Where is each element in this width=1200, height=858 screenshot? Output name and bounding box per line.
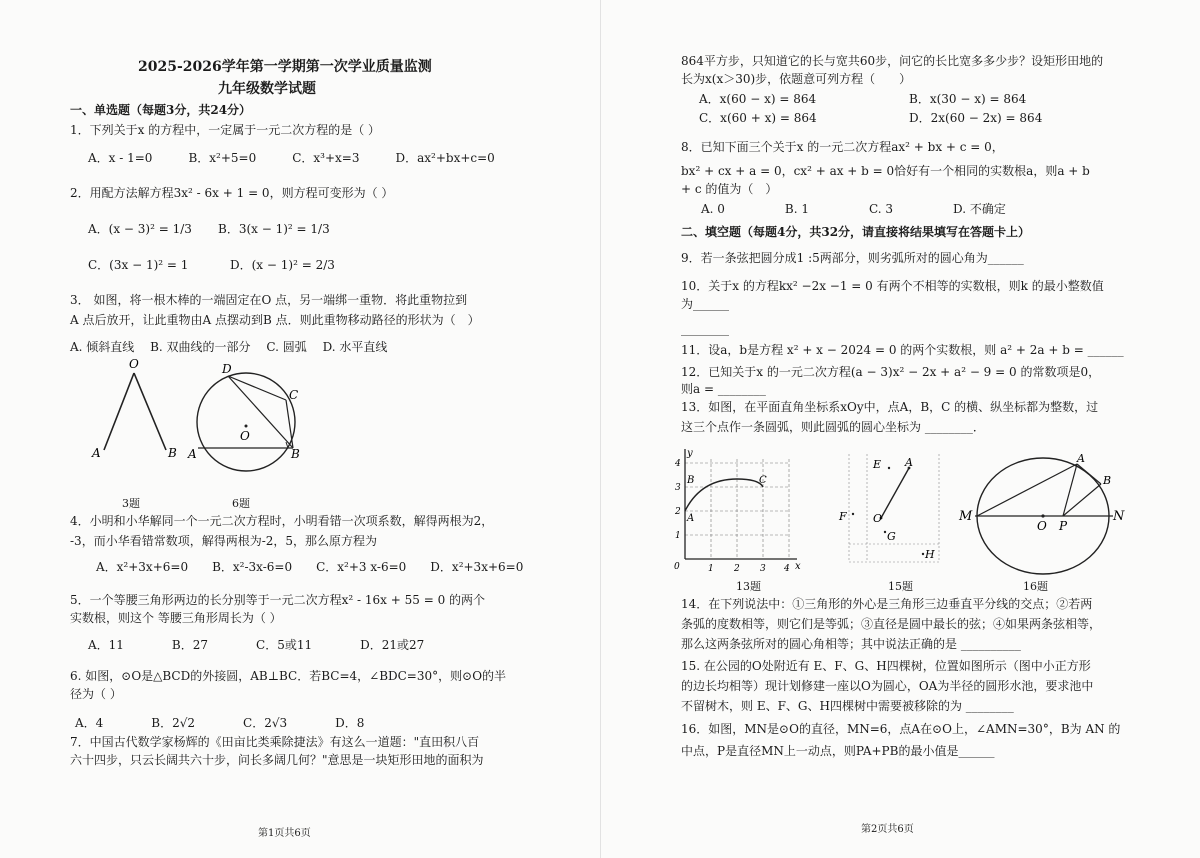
question-2-option-c: C．(3x − 1)² = 1 <box>88 258 189 272</box>
question-5-options: A．11 B．27 C．5或11 D．21或27 <box>88 638 425 652</box>
question-7-line-4: 长为x(x＞30)步，依题意可列方程（ ） <box>681 72 912 86</box>
figure-13-label-b: B <box>687 475 695 486</box>
question-14-line-2: 条弧的度数相等，则它们是等弧；③直径是圆中最长的弦；④如果两条弦相等， <box>681 617 1102 631</box>
figure-15-label-g: G <box>887 530 896 543</box>
page-2-footer: 第2页共6页 <box>861 824 914 835</box>
question-12-line-2: 则a = ________ <box>681 382 766 396</box>
figure-3-label-b: B <box>168 446 177 460</box>
question-10-line-1: 10．关于x 的方程kx² −2x −1 = 0 有两个不相等的实数根，则k 的最小整数值 <box>681 279 1104 293</box>
page-2 <box>600 0 1200 858</box>
figure-16-label-p: P <box>1059 519 1068 533</box>
figure-13-xtick-1: 1 <box>708 564 714 574</box>
figure-15-caption: 15题 <box>888 580 913 593</box>
figure-16-label-m: M <box>959 509 973 524</box>
question-15-line-3: 不留树木，则 E、F、G、H四棵树中需要被移除的为 ________ <box>681 699 1014 713</box>
figure-15-label-f: F <box>839 510 847 523</box>
question-8-line-1: 8．已知下面三个关于x 的一元二次方程ax² + bx + c = 0， <box>681 140 1004 154</box>
question-8-options: A. 0 B. 1 C. 3 D. 不确定 <box>701 202 1006 216</box>
figure-3-label-o: O <box>129 357 139 371</box>
figure-13-axis-x: x <box>795 561 801 572</box>
question-9: 9．若一条弦把圆分成1 :5两部分，则劣弧所对的圆心角为______ <box>681 251 1024 265</box>
question-7-option-d: D．2x(60 − 2x) = 864 <box>909 111 1043 125</box>
question-8-line-2: bx² + cx + a = 0，cx² + ax + b = 0恰好有一个相同的实数根a，则a + b <box>681 164 1090 178</box>
question-16-line-1: 16．如图，MN是⊙O的直径，MN=6，点A在⊙O上，∠AMN=30°，B为 AN 的 <box>681 722 1121 736</box>
figure-13-caption: 13题 <box>736 580 761 593</box>
question-10-answer-line: ________ <box>681 322 729 336</box>
figure-15-label-e: E <box>873 458 882 471</box>
figure-16-label-b: B <box>1103 474 1112 487</box>
figure-13-xtick-3: 3 <box>760 564 766 574</box>
question-2-option-a: A．(x − 3)² = 1/3 <box>88 222 192 236</box>
question-1-options: A．x - 1=0 B．x²+5=0 C．x³+x=3 D．ax²+bx+c=0 <box>88 151 495 165</box>
figure-6-label-c: C <box>289 388 299 402</box>
figure-13-label-a: A <box>687 513 695 524</box>
figure-6-caption: 6题 <box>232 497 250 510</box>
question-7-line-3: 864平方步，只知道它的长与宽共60步，问它的长比宽多多少步？设矩形田地的 <box>681 54 1104 68</box>
figure-13-xtick-2: 2 <box>734 564 740 574</box>
question-1: 1．下列关于x 的方程中，一定属于一元二次方程的是（ ） <box>70 123 381 137</box>
figure-16-label-o: O <box>1037 519 1047 533</box>
question-4-line-1: 4．小明和小华解同一个一元二次方程时，小明看错一次项系数，解得两根为2， <box>70 514 494 528</box>
question-15-line-2: 的边长均相等）现计划修建一座以O为圆心，OA为半径的圆形水池，要求池中 <box>681 679 1094 693</box>
figure-13-axis-y: y <box>687 448 693 459</box>
figure-16-label-n: N <box>1113 509 1125 524</box>
section-1-heading: 一、单选题（每题3分，共24分） <box>70 103 252 117</box>
question-13-line-1: 13．如图，在平面直角坐标系xOy中，点A，B，C 的横、纵坐标都为整数，过 <box>681 400 1099 414</box>
figure-16-label-a: A <box>1077 452 1085 465</box>
figure-6-circle <box>190 360 310 470</box>
figure-13-ytick-1: 1 <box>675 531 681 541</box>
figure-13-grid <box>671 445 811 575</box>
figure-16-caption: 16题 <box>1023 580 1048 593</box>
figure-15-label-a: A <box>905 456 913 469</box>
question-4-line-2: -3，而小华看错常数项，解得两根为-2，5，那么原方程为 <box>70 534 378 548</box>
figure-3-label-a: A <box>92 446 101 460</box>
figure-6-label-b: B <box>291 447 300 461</box>
question-7-option-b: B．x(30 − x) = 864 <box>909 92 1027 106</box>
figure-13-origin: 0 <box>674 562 680 572</box>
question-3-options: A. 倾斜直线 B. 双曲线的一部分 C. 圆弧 D. 水平直线 <box>70 340 388 354</box>
question-2-option-b: B．3(x − 1)² = 1/3 <box>218 222 330 236</box>
figure-6-label-a: A <box>188 447 197 461</box>
question-7-option-a: A．x(60 − x) = 864 <box>699 92 817 106</box>
question-11: 11．设a，b是方程 x² + x − 2024 = 0 的两个实数根，则 a² + 2a + b = ______ <box>681 343 1124 357</box>
question-16-line-2: 中点，P是直径MN上一动点，则PA+PB的最小值是______ <box>681 744 995 758</box>
question-4-options: A．x²+3x+6=0 B．x²-3x-6=0 C．x²+3 x-6=0 D．x²+3x+6=0 <box>96 560 524 574</box>
figure-15-trees <box>829 450 949 570</box>
figure-3-caption: 3题 <box>122 497 140 510</box>
question-2-option-d: D．(x − 1)² = 2/3 <box>230 258 335 272</box>
question-14-line-3: 那么这两条弦所对的圆心角相等；其中说法正确的是 __________ <box>681 637 1021 651</box>
page-1-footer: 第1页共6页 <box>258 828 311 839</box>
question-8-line-3: + c 的值为（ ） <box>681 182 778 196</box>
section-2-heading: 二、填空题（每题4分，共32分，请直接将结果填写在答题卡上） <box>681 225 1031 239</box>
question-10-line-2: 为______ <box>681 297 730 311</box>
question-2: 2．用配方法解方程3x² - 6x + 1 = 0，则方程可变形为（ ） <box>70 186 394 200</box>
figure-13-ytick-4: 4 <box>675 459 681 469</box>
figure-15-label-o: O <box>873 512 883 525</box>
exam-title: 2025-2026学年第一学期第一次学业质量监测 <box>138 59 432 75</box>
figure-3-pendulum <box>90 355 190 465</box>
question-6-line-1: 6. 如图，⊙O是△BCD的外接圆，AB⊥BC．若BC=4，∠BDC=30°，则⊙O的半 <box>70 669 507 683</box>
figure-13-ytick-2: 2 <box>675 507 681 517</box>
question-7-line-2: 六十四步，只云长阔共六十步，问长多阔几何？"意思是一块矩形田地的面积为 <box>70 753 484 767</box>
question-14-line-1: 14．在下列说法中：①三角形的外心是三角形三边垂直平分线的交点；②若两 <box>681 597 1093 611</box>
figure-6-label-o: O <box>240 429 250 443</box>
question-15-line-1: 15. 在公园的O处附近有 E、F、G、H四棵树，位置如图所示（图中小正方形 <box>681 659 1091 673</box>
figure-16-circle <box>959 450 1125 575</box>
figure-13-xtick-4: 4 <box>784 564 790 574</box>
question-5-line-1: 5．一个等腰三角形两边的长分别等于一元二次方程x² - 16x + 55 = 0 的两个 <box>70 593 486 607</box>
figure-15-label-h: H <box>925 548 935 561</box>
question-6-line-2: 径为（ ） <box>70 687 122 701</box>
question-7-option-c: C．x(60 + x) = 864 <box>699 111 817 125</box>
figure-13-ytick-3: 3 <box>675 483 681 493</box>
question-3-line-2: A 点后放开，让此重物由A 点摆动到B 点．则此重物移动路径的形状为（ ） <box>70 313 480 327</box>
question-13-line-2: 这三个点作一条圆弧，则此圆弧的圆心坐标为 ________． <box>681 420 985 434</box>
figure-6-label-d: D <box>222 362 232 376</box>
question-7-line-1: 7．中国古代数学家杨辉的《田亩比类乘除捷法》有这么一道题："直田积八百 <box>70 735 480 749</box>
exam-subtitle: 九年级数学试题 <box>218 81 316 97</box>
question-12-line-1: 12．已知关于x 的一元二次方程(a − 3)x² − 2x + a² − 9 = 0 的常数项是0， <box>681 365 1101 379</box>
question-5-line-2: 实数根，则这个 等腰三角形周长为（ ） <box>70 611 282 625</box>
question-3-line-1: 3． 如图，将一根木棒的一端固定在O 点，另一端绑一重物．将此重物拉到 <box>70 293 468 307</box>
figure-13-label-c: C <box>759 475 767 486</box>
question-6-options: A．4 B．2√2 C．2√3 D．8 <box>75 716 365 730</box>
